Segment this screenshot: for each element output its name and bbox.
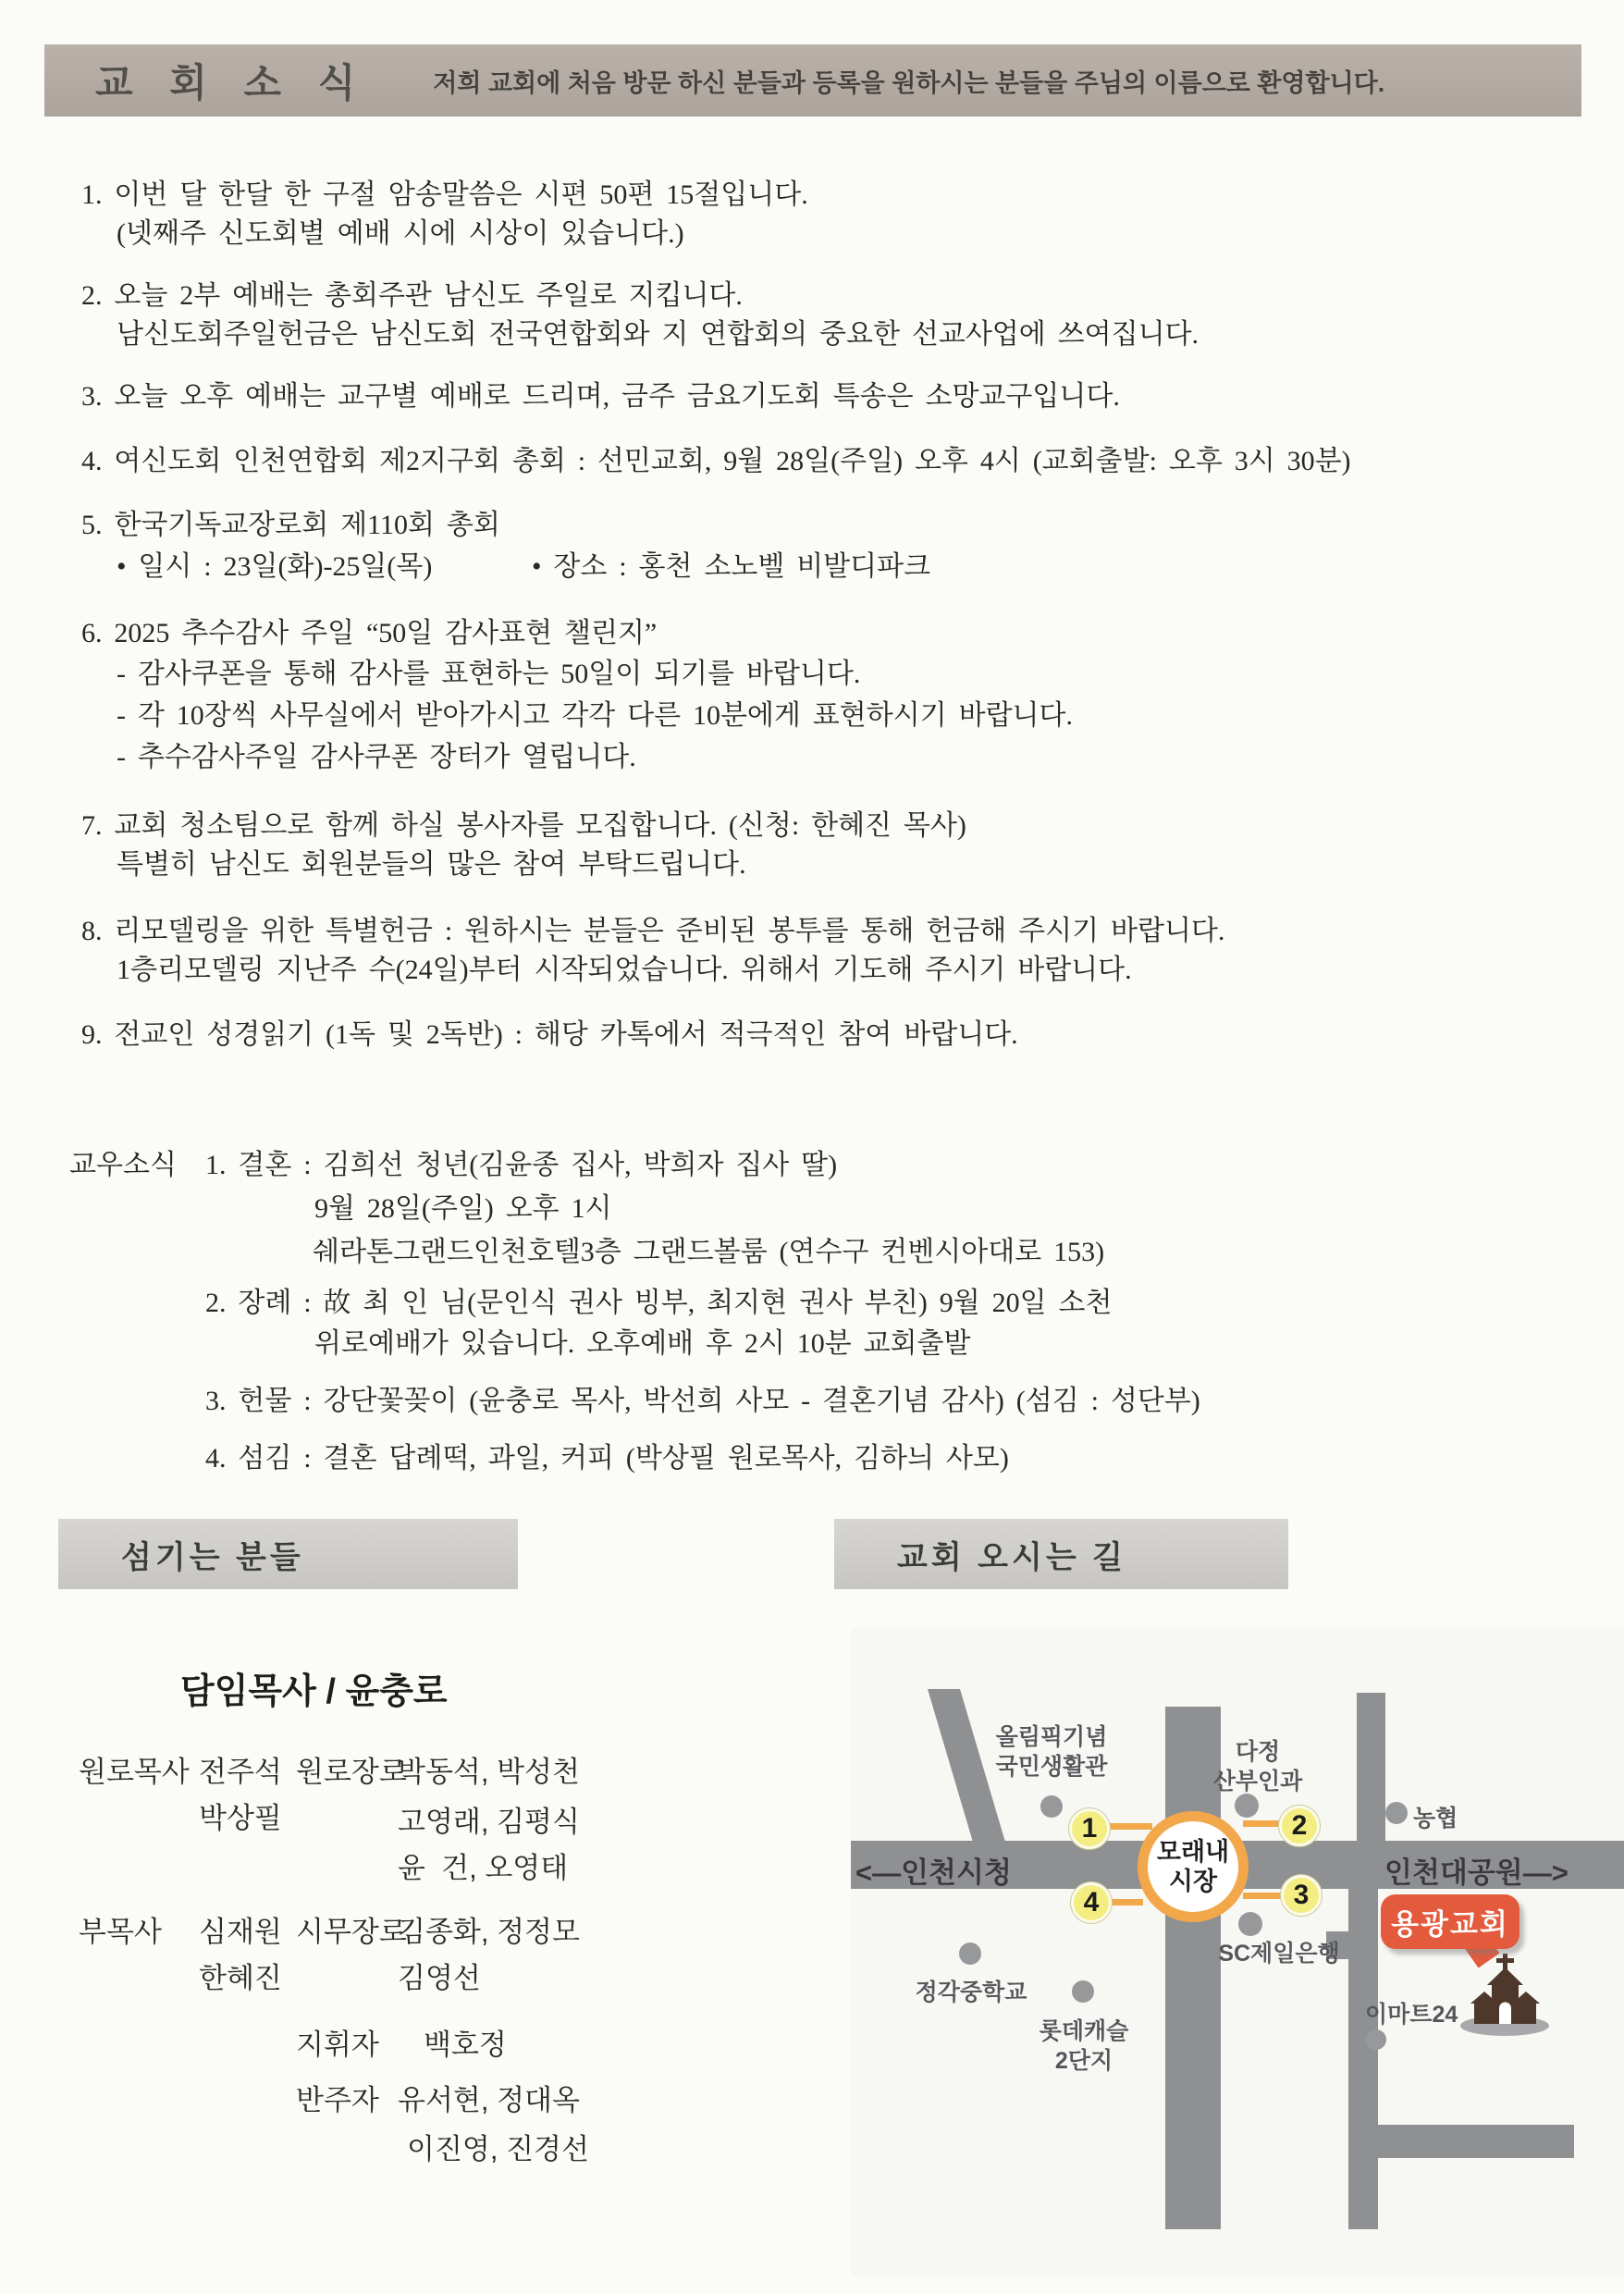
road-right-vertical-upper [1357,1693,1385,1843]
announcement-line: 8. 리모델링을 위한 특별헌금 : 원하시는 분들은 준비된 봉투를 통해 헌금해 주시기 바랍니다. [81,916,1225,946]
church-news-banner [44,44,1581,117]
member-news-line: 쉐라톤그랜드인천호텔3층 그랜드볼룸 (연수구 컨벤시아대로 153) [313,1237,1105,1267]
member-news-line: 2. 장례 : 故 최 인 님(문인식 권사 빙부, 최지현 권사 부친) 9월 20일 소천 [205,1288,1113,1318]
role-label: 반주자 [296,2084,379,2116]
person-name: 고영래, 김평식 [398,1806,580,1838]
incheon-grandpark-direction: 인천대공원―> [1384,1856,1569,1889]
announcement-line: 5. 한국기독교장로회 제110회 총회 [81,510,500,540]
announcement-line: 특별히 남신도 회원분들의 많은 참여 부탁드립니다. [117,849,746,880]
person-name: 유서현, 정대옥 [398,2084,580,2116]
announcement-line: • 일시 : 23일(화)-25일(목) [117,551,433,582]
announcement-line: 2. 오늘 2부 예배는 총회주관 남신도 주일로 지킵니다. [81,280,743,311]
map-stop-1: 1 [1069,1808,1110,1849]
banner-title: 교 회 소 식 [95,61,369,105]
lotte-castle-label-line1: 롯데캐슬 [1039,2018,1129,2044]
dajeong-clinic-label-line2: 산부인과 [1212,1769,1303,1794]
church-icon [1457,1952,1554,2037]
olympic-center-label-line1: 올림픽기념 [995,1724,1108,1750]
senior-pastor-title: 담임목사 / 윤충로 [180,1672,448,1711]
person-name: 심재원 [199,1916,282,1948]
serving-people-header [58,1519,518,1589]
banner-welcome-text: 저희 교회에 처음 방문 하신 분들과 등록을 원하시는 분들을 주님의 이름으로 환영합니다. [433,68,1385,97]
announcement-line: 1. 이번 달 한달 한 구절 암송말씀은 시편 50편 15절입니다. [81,179,808,210]
role-label: 지휘자 [296,2029,379,2061]
member-news-line: 3. 헌물 : 강단꽃꽂이 (윤충로 목사, 박선희 사모 - 결혼기념 감사) (섬김 : 성단부) [205,1386,1200,1416]
member-news-label: 교우소식 [69,1150,177,1180]
nonghyup-dot [1385,1802,1408,1824]
serving-people-title: 섬기는 분들 [121,1539,304,1575]
member-news-line: 9월 28일(주일) 오후 1시 [314,1193,612,1224]
member-news-line: 1. 결혼 : 김희선 청년(김윤종 집사, 박희자 집사 딸) [205,1150,838,1180]
dajeong-clinic-label [1184,1737,1332,1796]
person-name: 박상필 [199,1802,282,1834]
announcement-line: - 각 10장씩 사무실에서 받아가시고 각각 다른 10분에게 표현하시기 바랍니다. [117,700,1074,731]
map-stop-4: 4 [1071,1882,1112,1923]
emart-dot [1366,2029,1386,2050]
sc-bank-dot [1238,1912,1262,1936]
sc-bank-label: SC제일은행 [1218,1941,1340,1967]
dajeong-clinic-label-line1: 다정 [1235,1739,1281,1765]
olympic-center-label-line2: 국민생활관 [995,1754,1108,1780]
school-label: 정각중학교 [915,1980,1027,2005]
member-news-line: 4. 섬김 : 결혼 답례떡, 과일, 커피 (박상필 원로목사, 김하늬 사모) [205,1443,1009,1474]
announcement-line: 3. 오늘 오후 예배는 교구별 예배로 드리며, 금주 금요기도회 특송은 소망교구입니다. [81,381,1120,412]
market-label-line2: 시장 [1168,1868,1218,1895]
person-name: 김종화, 정정모 [398,1916,580,1948]
person-name: 백호정 [424,2029,507,2061]
lotte-castle-label-line2: 2단지 [1054,2048,1113,2074]
announcement-line: 1층리모델링 지난주 수(24일)부터 시작되었습니다. 위해서 기도해 주시기 바랍니다. [117,955,1132,985]
announcement-line: (넷째주 신도회별 예배 시에 시상이 있습니다.) [117,218,684,249]
person-name: 전주석 [199,1756,282,1788]
member-news-line: 위로예배가 있습니다. 오후예배 후 2시 10분 교회출발 [314,1328,971,1359]
lotte-castle-dot [1072,1980,1094,2003]
announcement-line: - 감사쿠폰을 통해 감사를 표현하는 50일이 되기를 바랍니다. [117,659,861,689]
person-name: 한혜진 [199,1962,282,1994]
announcement-line: 7. 교회 청소팀으로 함께 하실 봉사자를 모집합니다. (신청: 한혜진 목사) [81,810,966,841]
role-label: 원로장로 [296,1756,407,1788]
emart-label: 이마트24 [1365,2002,1458,2028]
dajeong-clinic-dot [1235,1794,1259,1818]
market-label-line1: 모래내 [1156,1838,1230,1866]
nonghyup-label: 농협 [1413,1806,1458,1832]
person-name: 박동석, 박성천 [398,1756,580,1788]
church-name-bubble: 용광교회 [1381,1894,1519,1949]
olympic-center-dot [1040,1795,1063,1818]
incheon-cityhall-direction: <―인천시청 [855,1856,1012,1889]
announcement-line: 남신도회주일헌금은 남신도회 전국연합회와 지 연합회의 중요한 선교사업에 쓰여집니다. [117,319,1200,350]
map-stop-3: 3 [1281,1875,1322,1916]
role-label: 부목사 [79,1916,162,1948]
announcement-line: 9. 전교인 성경읽기 (1독 및 2독반) : 해당 카톡에서 적극적인 참여 바랍니다. [81,1019,1018,1050]
moraenae-market-circle [1138,1811,1249,1922]
road-bottom-branch [1351,2125,1574,2158]
directions-title: 교회 오시는 길 [897,1539,1126,1575]
announcement-line: - 추수감사주일 감사쿠폰 장터가 열립니다. [117,742,636,772]
church-location-map [851,1628,1624,2276]
directions-header [834,1519,1288,1589]
lotte-castle-label [1019,2016,1149,2076]
person-name: 윤 건, 오영태 [398,1852,569,1884]
person-name: 이진영, 진경선 [407,2133,589,2165]
announcement-line: 4. 여신도회 인천연합회 제2지구회 총회 : 선민교회, 9월 28일(주일) 오후 4시 (교회출발: 오후 3시 30분) [81,446,1351,476]
olympic-center-label [959,1722,1144,1782]
announcement-line: • 장소 : 홍천 소노벨 비발디파크 [532,551,931,582]
announcement-line: 6. 2025 추수감사 주일 “50일 감사표현 챌린지” [81,618,658,648]
school-dot [959,1942,981,1965]
person-name: 김영선 [398,1962,481,1994]
role-label: 시무장로 [296,1916,407,1948]
role-label: 원로목사 [79,1756,190,1788]
map-stop-2: 2 [1279,1806,1320,1846]
